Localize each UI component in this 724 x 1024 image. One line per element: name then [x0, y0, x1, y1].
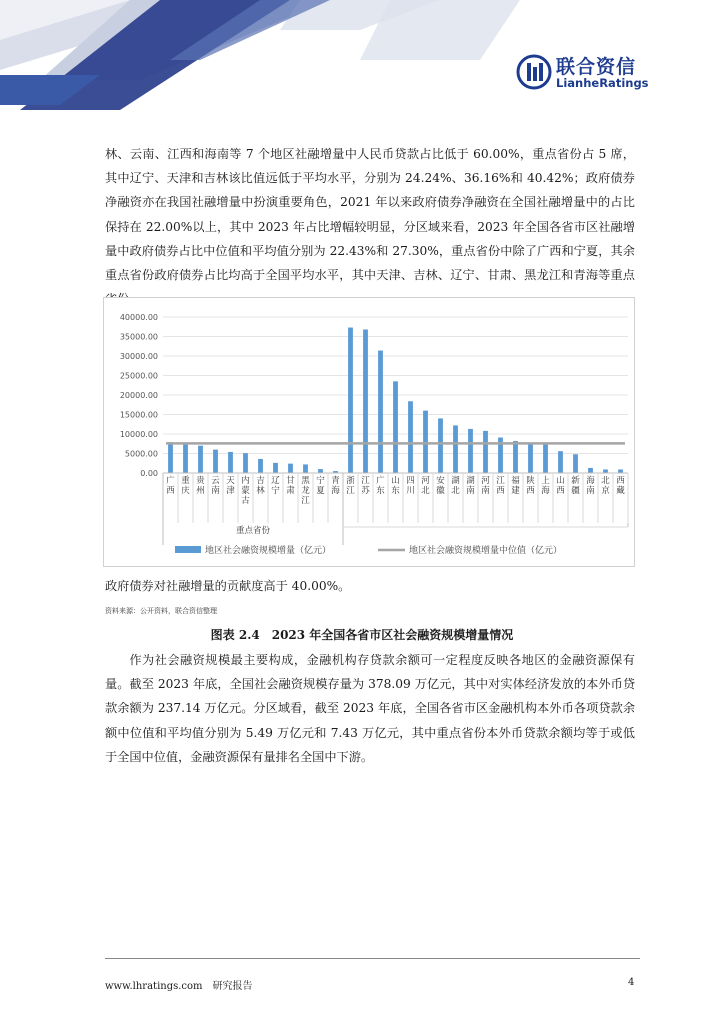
body-paragraph-1: 林、云南、江西和海南等 7 个地区社融增量中人民币贷款占比低于 60.00%，重点省份占 5 席，其中辽宁、天津和吉林该比值远低于平均水平，分别为 24.24%、36.16%和 40.42%；政府债券净融资亦在我国社融增量中扮演重要角色，2021 年以来政府债券净融资在全国社融增量中的占比保持在 22.00%以上，其中 2023 年占比增幅较明显，分区域来看，2023 年全国各省市区社融增量中政府债券占比中位值和平均值分别为 22.43%和 27.30%，重点省份中除了广西和宁夏，其余重点省份政府债券占比均高于全国平均水平，其中天津、吉林、辽宁、甘肃、黑龙江和青海等重点 [105, 147, 635, 283]
y-tick-label: 40000.00 [119, 313, 158, 322]
legend-bar-swatch [175, 546, 201, 553]
chart-bar [213, 450, 218, 473]
x-tick-label: 江苏 [361, 476, 370, 496]
x-tick-label: 江西 [496, 476, 505, 496]
chart-bar [378, 351, 383, 473]
social-financing-chart [103, 297, 635, 567]
x-tick-label: 贵州 [196, 476, 205, 496]
x-tick-label: 新疆 [571, 476, 580, 496]
y-tick-label: 20000.00 [119, 391, 158, 400]
x-tick-label: 广东 [376, 476, 385, 496]
chart-bar [543, 445, 548, 473]
chart-bar [618, 469, 623, 473]
chart-bar [303, 464, 308, 473]
y-tick-label: 5000.00 [124, 449, 158, 459]
chart-bar [453, 425, 458, 473]
legend-bar-label: 地区社会融资规模增量（亿元） [205, 546, 332, 556]
x-tick-label: 海南 [586, 476, 595, 496]
group-label: 重点省份 [235, 526, 271, 536]
chart-bar [528, 443, 533, 473]
chart-bar [408, 401, 413, 473]
x-tick-label: 河北 [421, 476, 430, 496]
x-tick-label: 甘肃 [286, 476, 295, 496]
x-tick-label: 上海 [541, 476, 550, 496]
x-tick-label: 福建 [511, 476, 520, 496]
x-tick-label: 重庆 [181, 476, 190, 496]
y-tick-label: 15000.00 [119, 410, 158, 420]
x-tick-label: 西藏 [616, 476, 625, 496]
x-tick-label: 青海 [331, 476, 340, 496]
chart-bar [243, 453, 248, 473]
y-tick-label: 25000.00 [119, 371, 158, 381]
footer-divider [105, 958, 640, 959]
chart-bar [348, 328, 353, 473]
chart-bar [603, 469, 608, 473]
x-tick-label: 湖南 [466, 476, 475, 496]
x-tick-label: 黑龙江 [301, 476, 310, 506]
x-tick-label: 北京 [601, 476, 610, 496]
lianhe-logo-icon [516, 54, 552, 90]
logo-text-en: LianheRatings [556, 76, 649, 90]
chart-bar [438, 418, 443, 473]
chart-bar [183, 445, 188, 473]
x-tick-label: 湖北 [451, 476, 460, 496]
chart-bar [468, 429, 473, 473]
x-tick-label: 宁夏 [316, 476, 325, 496]
x-tick-label: 辽宁 [271, 476, 280, 496]
chart-bar [558, 451, 563, 473]
chart-bar [363, 329, 368, 473]
x-tick-label: 广西 [166, 476, 175, 496]
x-tick-label: 天津 [226, 476, 235, 496]
chart-bar [393, 381, 398, 473]
body-paragraph-3: 作为社会融资规模最主要构成，金融机构存贷款余额可一定程度反映各地区的金融资源保有量。截至 2023 年底，全国社会融资规模存量为 378.09 万亿元，其中对实体经济发放的本外币贷款余额为 237.14 万亿元。分区域看，截至 2023 年底，全国各省市区金融机构本外币各项贷款余额中位值和平均值分别为 5.49 万亿元和 7.43 万亿元，其中重点省份本外币贷款余额均等于或低于全国中位值，金融资源保有量排名全国中下游。 [105, 653, 635, 764]
x-tick-label: 浙江 [346, 476, 355, 496]
chart-bar [258, 459, 263, 473]
y-tick-label: 35000.00 [119, 332, 158, 342]
chart-bar [513, 441, 518, 473]
chart-bar [198, 446, 203, 473]
chart-bar [483, 431, 488, 473]
x-tick-label: 吉林 [256, 476, 265, 496]
x-tick-label: 陕西 [526, 476, 535, 496]
chart-bar [228, 452, 233, 473]
y-tick-label: 0.00 [140, 469, 158, 478]
x-tick-label: 四川 [406, 476, 415, 496]
chart-bar [588, 468, 593, 473]
company-logo [516, 50, 649, 96]
source-note: 资料来源：公开资料，联合资信整理 [105, 607, 217, 615]
body-paragraph-2: 政府债券对社融增量的贡献度高于 40.00%。 [105, 579, 351, 593]
x-tick-label: 山东 [391, 476, 400, 496]
chart-bar [318, 469, 323, 473]
page-number: 4 [628, 977, 635, 988]
x-tick-label: 云南 [211, 476, 220, 496]
y-tick-label: 30000.00 [119, 352, 158, 361]
footer-website: www.lhratings.com 研究报告 [105, 981, 253, 992]
chart-frame [104, 298, 635, 567]
figure-caption: 图表 2.4 2023 年全国各省市区社会融资规模增量情况 [210, 628, 514, 642]
chart-bar [573, 454, 578, 473]
legend-line-label: 地区社会融资规模增量中位值（亿元） [409, 546, 563, 556]
chart-bar [168, 442, 173, 473]
logo-text-cn: 联合资信 [556, 56, 637, 78]
chart-bar [288, 464, 293, 473]
chart-bar [423, 411, 428, 473]
x-tick-label: 山西 [556, 476, 565, 496]
y-tick-label: 10000.00 [119, 430, 158, 439]
x-tick-label: 内蒙古 [241, 476, 250, 506]
x-tick-label: 河南 [481, 476, 490, 496]
chart-bar [273, 463, 278, 473]
x-tick-label: 安徽 [436, 476, 445, 496]
